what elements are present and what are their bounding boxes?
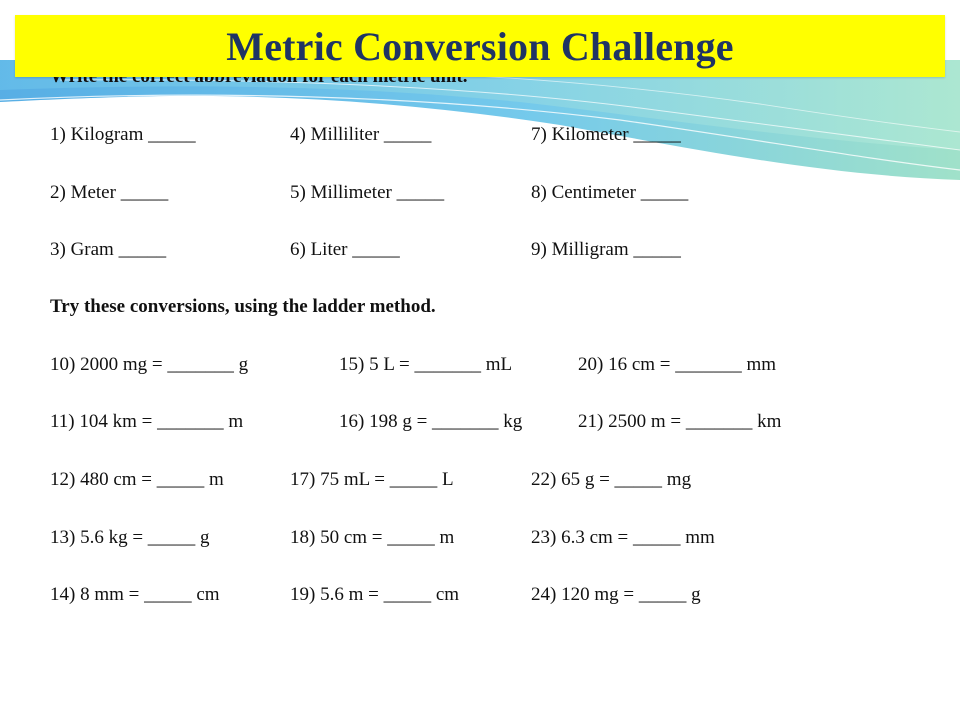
question-item: 12) 480 cm = _____ m (50, 469, 224, 490)
abbreviation-row (0, 124, 960, 150)
question-item: 23) 6.3 cm = _____ mm (531, 527, 715, 548)
question-item: 14) 8 mm = _____ cm (50, 584, 220, 605)
question-item: 17) 75 mL = _____ L (290, 469, 454, 490)
question-item: 10) 2000 mg = _______ g (50, 354, 249, 375)
question-item: 6) Liter _____ (290, 239, 400, 260)
conversion-row (0, 527, 960, 553)
question-item: 4) Milliliter _____ (290, 124, 432, 145)
conversion-row (0, 354, 960, 380)
conversion-instruction: Try these conversions, using the ladder method. (50, 296, 436, 317)
abbreviation-row (0, 239, 960, 265)
abbreviation-row (0, 182, 960, 208)
question-item: 7) Kilometer _____ (531, 124, 681, 145)
question-item: 24) 120 mg = _____ g (531, 584, 701, 605)
title-banner (15, 15, 945, 77)
question-item: 9) Milligram _____ (531, 239, 681, 260)
question-item: 19) 5.6 m = _____ cm (290, 584, 460, 605)
page-title: Metric Conversion Challenge (226, 23, 734, 69)
question-item: 3) Gram _____ (50, 239, 167, 260)
question-item: 22) 65 g = _____ mg (531, 469, 692, 490)
conversion-row (0, 469, 960, 495)
question-item: 2) Meter _____ (50, 182, 169, 203)
question-item: 11) 104 km = _______ m (50, 411, 244, 432)
question-item: 8) Centimeter _____ (531, 182, 689, 203)
question-item: 16) 198 g = _______ kg (339, 411, 523, 432)
question-item: 20) 16 cm = _______ mm (578, 354, 777, 375)
conversion-row (0, 411, 960, 437)
question-item: 5) Millimeter _____ (290, 182, 445, 203)
conversion-row (0, 584, 960, 610)
question-item: 18) 50 cm = _____ m (290, 527, 455, 548)
question-item: 15) 5 L = _______ mL (339, 354, 513, 375)
question-item: 1) Kilogram _____ (50, 124, 196, 145)
question-item: 21) 2500 m = _______ km (578, 411, 782, 432)
question-item: 13) 5.6 kg = _____ g (50, 527, 210, 548)
